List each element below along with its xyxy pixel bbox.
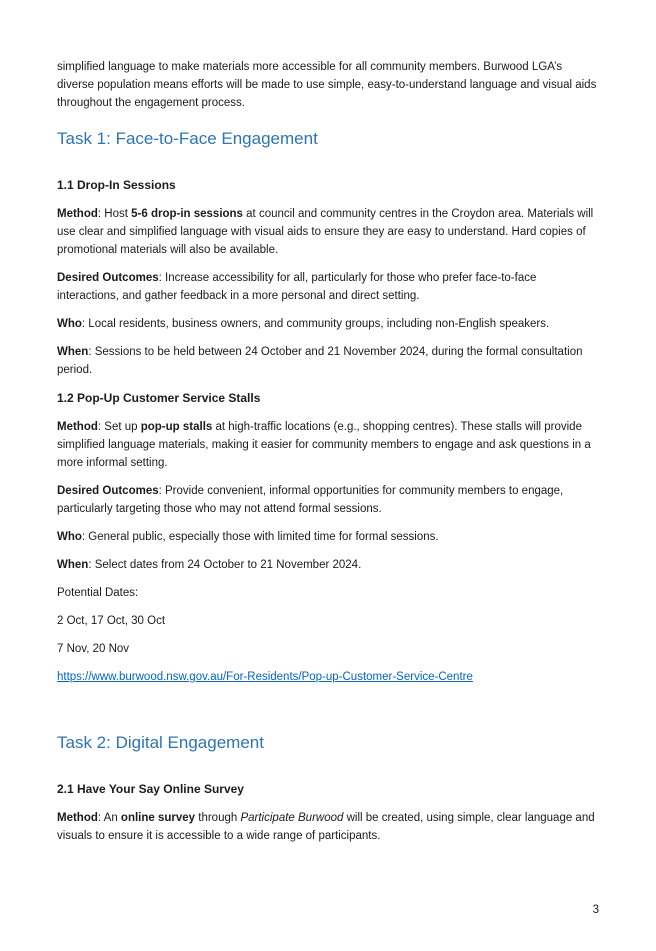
heading-1-2-pop-up-stalls: 1.2 Pop-Up Customer Service Stalls	[57, 391, 261, 405]
who-label: Who	[57, 531, 82, 543]
paragraph-method-1-1	[57, 205, 599, 259]
who-label: Who	[57, 318, 82, 330]
who-text: : General public, especially those with limited time for formal sessions.	[81, 531, 439, 543]
method-text-pre: : An	[97, 812, 121, 824]
heading-task2: Task 2: Digital Engagement	[57, 733, 264, 752]
heading-2-1-online-survey: 2.1 Have Your Say Online Survey	[57, 782, 244, 796]
method-text-rest: at high-traffic locations (e.g., shopping centres). These stalls will provide simplified language materials, making it easier for community members to engage and ask questions in a more informal setting.	[57, 421, 591, 469]
heading-1-1-drop-in-sessions: 1.1 Drop-In Sessions	[57, 178, 176, 192]
method-text-rest: at council and community centres in the Croydon area. Materials will use clear and simplified language with visual aids to ensure they are easy to understand. Hard copies of promotional materials will also be available.	[57, 208, 594, 256]
when-text: : Select dates from 24 October to 21 November 2024.	[88, 559, 362, 571]
outcomes-label: Desired Outcomes	[57, 485, 159, 497]
paragraph-outcomes-1-2	[57, 482, 599, 518]
method-text-pre: : Host	[97, 208, 132, 220]
paragraph-outcomes-1-1	[57, 269, 599, 305]
when-label: When	[57, 559, 89, 571]
who-text: : Local residents, business owners, and community groups, including non-English speakers.	[81, 318, 550, 330]
outcomes-text: : Increase accessibility for all, particularly for those who prefer face-to-face interactions, and gather feedback in a more personal and direct setting.	[57, 272, 537, 302]
method-label: Method	[57, 208, 98, 220]
paragraph-method-1-2	[57, 418, 599, 472]
paragraph-dates-november: 7 Nov, 20 Nov	[57, 643, 130, 655]
method-label: Method	[57, 421, 98, 433]
paragraph-potential-dates: Potential Dates:	[57, 587, 139, 599]
paragraph-intro: simplified language to make materials more accessible for all community members. Burwood LGA’s diverse population means efforts will be made to use simple, easy-to-understand language and visual aids throughout the engagement process.	[57, 61, 597, 109]
paragraph-who-1-1	[57, 315, 599, 333]
page-number: 3	[592, 904, 599, 916]
heading-task1: Task 1: Face-to-Face Engagement	[57, 129, 318, 148]
method-italic-phrase: Participate Burwood	[240, 812, 344, 824]
paragraph-who-1-2	[57, 528, 599, 546]
outcomes-label: Desired Outcomes	[57, 272, 159, 284]
outcomes-text: : Provide convenient, informal opportunities for community members to engage, particularly targeting those who may not attend formal sessions.	[57, 485, 564, 515]
method-text-rest: will be created, using simple, clear language and visuals to ensure it is accessible to a wide range of participants.	[57, 812, 595, 842]
method-bold-phrase: online survey	[120, 812, 196, 824]
method-text-mid: through	[195, 812, 241, 824]
when-text: : Sessions to be held between 24 October and 21 November 2024, during the formal consultation period.	[57, 346, 583, 376]
paragraph-link	[57, 668, 599, 686]
method-label: Method	[57, 812, 98, 824]
paragraph-when-1-1	[57, 343, 599, 379]
pop-up-service-centre-link[interactable]: https://www.burwood.nsw.gov.au/For-Residents/Pop-up-Customer-Service-Centre	[57, 671, 473, 683]
paragraph-dates-october: 2 Oct, 17 Oct, 30 Oct	[57, 615, 166, 627]
method-bold-phrase: pop-up stalls	[140, 421, 213, 433]
paragraph-when-1-2	[57, 556, 599, 574]
paragraph-method-2-1	[57, 809, 599, 845]
method-bold-phrase: 5-6 drop-in sessions	[131, 208, 243, 220]
when-label: When	[57, 346, 89, 358]
method-text-pre: : Set up	[97, 421, 141, 433]
